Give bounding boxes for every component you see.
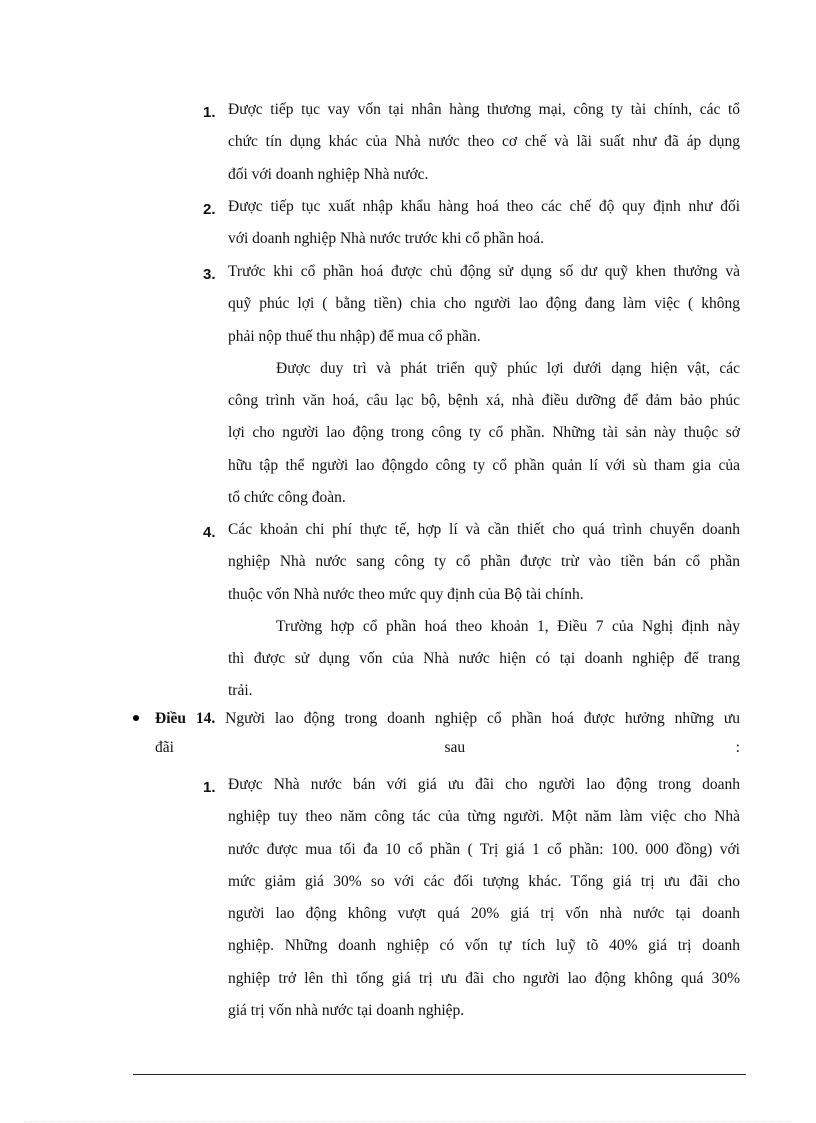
text-line: chức tín dụng khác của Nhà nước theo cơ chế và lãi suất như đã áp dụng [228,133,740,151]
text-line: công trình văn hoá, câu lạc bộ, bệnh xá, nhà điều dưỡng để đảm bảo phúc [228,392,740,410]
footer-divider [133,1074,746,1075]
text-line: tổ chức công đoàn. [228,489,346,507]
article-line2-right: : [735,739,740,756]
text-line: mức giảm giá 30% so với các đối tượng khác. Tổng giá trị ưu đãi cho [228,872,740,890]
text-line: Trước khi cổ phần hoá được chủ động sử dụng số dư quỹ khen thưởng và [228,263,740,280]
item-4-text [228,514,740,708]
text-line: phải nộp thuế thu nhập) để mua cổ phần. [228,327,481,345]
article-line2-left: đãi [155,739,174,756]
item-3-text [228,256,740,514]
text-line: lợi cho người lao động trong công ty cổ phần. Những tài sản này thuộc sở [228,424,740,442]
article-label: Điều 14. [155,710,216,727]
page-bottom-border [24,1121,792,1122]
text-line: nghiệp trở lên thì tổng giá trị ưu đãi cho người lao động không quá 30% [228,969,740,987]
item-number: 1. [203,104,216,121]
item-1-text [228,94,740,191]
article-14-item-1-text [228,769,740,1027]
text-line: giá trị vốn nhà nước tại doanh nghiệp. [228,1002,465,1020]
item-number: 3. [203,266,216,283]
text-line: Trường hợp cổ phần hoá theo khoản 1, Điều 7 của Nghị định này [276,617,740,635]
item-number: 2. [203,201,216,218]
text-line: Được Nhà nước bán với giá ưu đãi cho người lao động trong doanh [228,776,740,793]
item-2-text [228,191,740,256]
article-14-line-2 [155,738,740,758]
text-line: nước được mua tối đa 10 cổ phần ( Trị giá 1 cổ phần: 100. 000 đồng) với [228,840,740,858]
text-line: hữu tập thể người lao độngdo công ty cổ phần quản lí với sù tham gia của [228,456,740,474]
text-line: Các khoản chi phí thực tế, hợp lí và cần thiết cho quá trình chuyển doanh [228,521,740,538]
article-text: Người lao động trong doanh nghiệp cổ phần hoá được hưởng những ưu [225,710,741,727]
text-line: Được tiếp tục xuất nhập khẩu hàng hoá theo các chế độ quy định như đối [228,198,740,215]
text-line: với doanh nghiệp Nhà nước trước khi cổ phần hoá. [228,230,545,248]
text-line: nghiệp. Những doanh nghiệp có vốn tự tích luỹ tõ 40% giá trị doanh [228,937,740,955]
article-14-heading [155,703,740,735]
article-line2-mid: sau [444,739,466,756]
bullet-icon [133,715,139,721]
text-line: thì được sử dụng vốn của Nhà nước hiện có tại doanh nghiệp để trang [228,650,740,668]
text-line: Được duy trì và phát triển quỹ phúc lợi dưới dạng hiện vật, các [276,359,740,377]
item-number: 4. [203,524,216,541]
text-line: quỹ phúc lợi ( bằng tiền) chia cho người lao động đang làm việc ( không [228,295,740,313]
item-number: 1. [203,779,216,796]
text-line: đối với doanh nghiệp Nhà nước. [228,165,429,183]
text-line: nghiệp tuy theo năm công tác của từng người. Một năm làm việc cho Nhà [228,808,740,826]
text-line: thuộc vốn Nhà nước theo mức quy định của Bộ tài chính. [228,585,584,603]
text-line: người lao động không vượt quá 20% giá trị vốn nhà nước tại doanh [228,905,740,923]
text-line: trải. [228,682,253,700]
text-line: Được tiếp tục vay vốn tại nhân hàng thương mại, công ty tài chính, các tổ [228,101,740,118]
text-line: nghiệp Nhà nước sang công ty cổ phần được trừ vào tiền bán cổ phần [228,553,740,571]
